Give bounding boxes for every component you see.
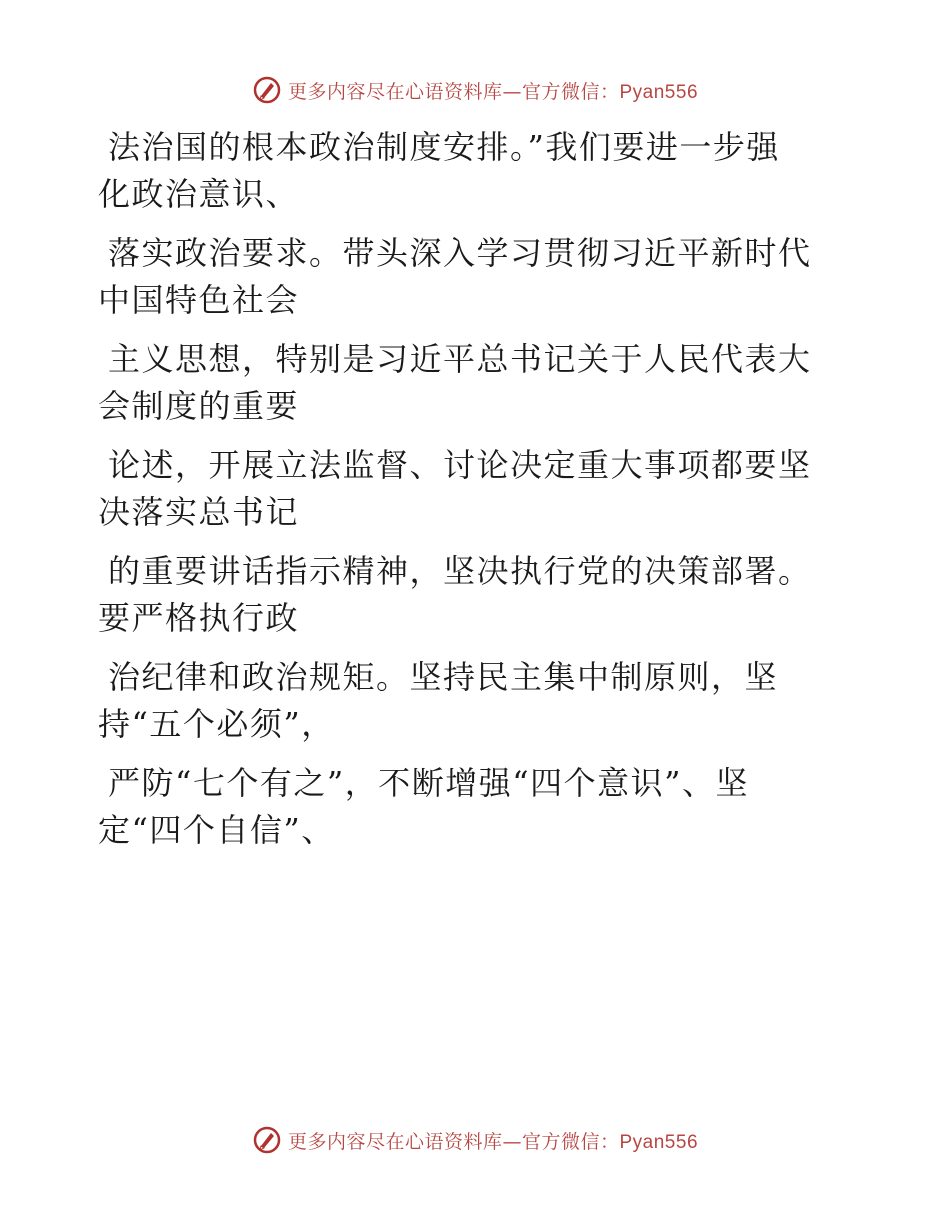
paragraph-line: 持“五个必须”， xyxy=(98,705,335,743)
paragraph xyxy=(98,124,838,218)
paragraph-line: 论述，开展立法监督、讨论决定重大事项都要坚 xyxy=(108,446,812,484)
pen-seal-icon xyxy=(252,1125,282,1155)
paragraph-line: 落实政治要求。带头深入学习贯彻习近平新时代 xyxy=(108,234,812,272)
paragraph-line: 会制度的重要 xyxy=(98,387,300,425)
watermark-footer xyxy=(0,1120,950,1160)
watermark-account: Pyan556 xyxy=(619,81,699,103)
paragraph-line: 决落实总书记 xyxy=(98,493,300,531)
paragraph-line: 要严格执行政 xyxy=(98,599,300,637)
watermark-label: 更多内容尽在心语资料库—官方微信： xyxy=(287,80,620,103)
paragraph-line: 法治国的根本政治制度安排。”我们要进一步强 xyxy=(108,128,780,166)
paragraph xyxy=(98,230,838,324)
paragraph-line: 中国特色社会 xyxy=(98,281,300,319)
pen-seal-icon xyxy=(252,75,282,105)
paragraph-line: 主义思想，特别是习近平总书记关于人民代表大 xyxy=(108,340,812,378)
paragraph xyxy=(98,336,838,430)
paragraph xyxy=(98,760,838,854)
watermark-label: 更多内容尽在心语资料库—官方微信： xyxy=(287,1130,620,1153)
paragraph xyxy=(98,442,838,536)
paragraph xyxy=(98,654,838,748)
watermark-text xyxy=(288,77,698,104)
paragraph xyxy=(98,548,838,642)
watermark-account: Pyan556 xyxy=(619,1131,699,1153)
watermark-text xyxy=(288,1127,698,1154)
paragraph-line: 治纪律和政治规矩。坚持民主集中制原则，坚 xyxy=(108,658,779,696)
paragraph-line: 严防“七个有之”，不断增强“四个意识”、坚 xyxy=(108,764,749,802)
paragraph-line: 定“四个自信”、 xyxy=(98,811,335,849)
watermark-header xyxy=(0,70,950,110)
paragraph-line: 的重要讲话指示精神，坚决执行党的决策部署。 xyxy=(108,552,812,590)
paragraph-line: 化政治意识、 xyxy=(98,175,300,213)
document-body xyxy=(98,124,838,866)
